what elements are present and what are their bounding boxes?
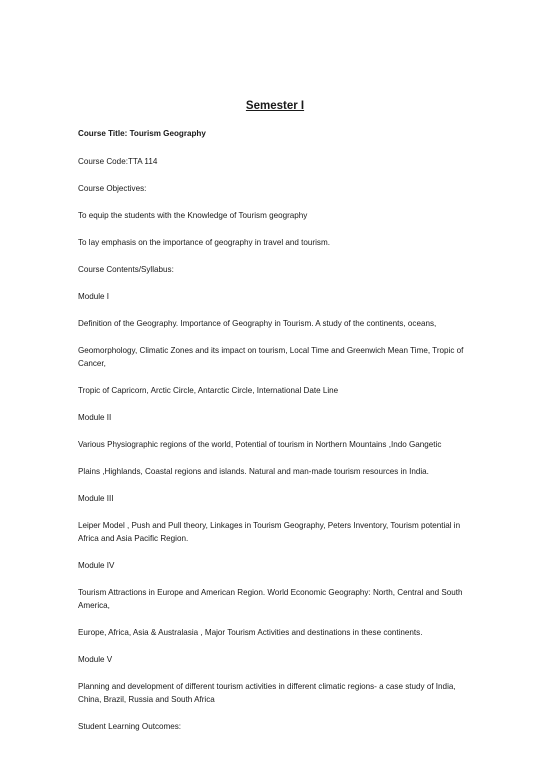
- module-4-para-2: Europe, Africa, Asia & Australasia , Major Tourism Activities and destinations in these continents.: [78, 628, 423, 637]
- module-2-para-1: Various Physiographic regions of the world, Potential of tourism in Northern Mountains ,Indo Gangetic: [78, 440, 442, 449]
- module-4-heading: Module IV: [78, 561, 115, 570]
- module-2-para-2: Plains ,Highlands, Coastal regions and islands. Natural and man-made tourism resources in India.: [78, 467, 429, 476]
- module-1-para-2: Geomorphology, Climatic Zones and its impact on tourism, Local Time and Greenwich Mean Time, Tropic of Cancer,: [78, 346, 464, 368]
- module-1-para-3: Tropic of Capricorn, Arctic Circle, Antarctic Circle, International Date Line: [78, 386, 339, 395]
- module-4-para-1: Tourism Attractions in Europe and American Region. World Economic Geography: North, Central and South America,: [78, 588, 463, 610]
- module-3-para-1: Leiper Model , Push and Pull theory, Linkages in Tourism Geography, Peters Inventory, Tourism potential in Africa and Asia Pacific Region.: [78, 521, 461, 543]
- module-2-heading: Module II: [78, 413, 112, 422]
- module-1-para-1: Definition of the Geography. Importance of Geography in Tourism. A study of the continents, oceans,: [78, 319, 437, 328]
- objective-1: To equip the students with the Knowledge of Tourism geography: [78, 211, 308, 220]
- outcomes-heading: Student Learning Outcomes:: [78, 722, 182, 731]
- module-5-para-1: Planning and development of different tourism activities in different climatic regions- a case study of India, China, Brazil, Russia and South Africa: [78, 682, 456, 704]
- page-title: Semester I: [245, 100, 305, 112]
- objective-2: To lay emphasis on the importance of geography in travel and tourism.: [78, 238, 330, 247]
- contents-heading: Course Contents/Syllabus:: [78, 265, 174, 274]
- objectives-heading: Course Objectives:: [78, 184, 147, 193]
- course-title: Course Title: Tourism Geography: [78, 129, 206, 138]
- course-code: Course Code:TTA 114: [78, 157, 158, 166]
- module-1-heading: Module I: [78, 292, 110, 301]
- module-3-heading: Module III: [78, 494, 114, 503]
- module-5-heading: Module V: [78, 655, 113, 664]
